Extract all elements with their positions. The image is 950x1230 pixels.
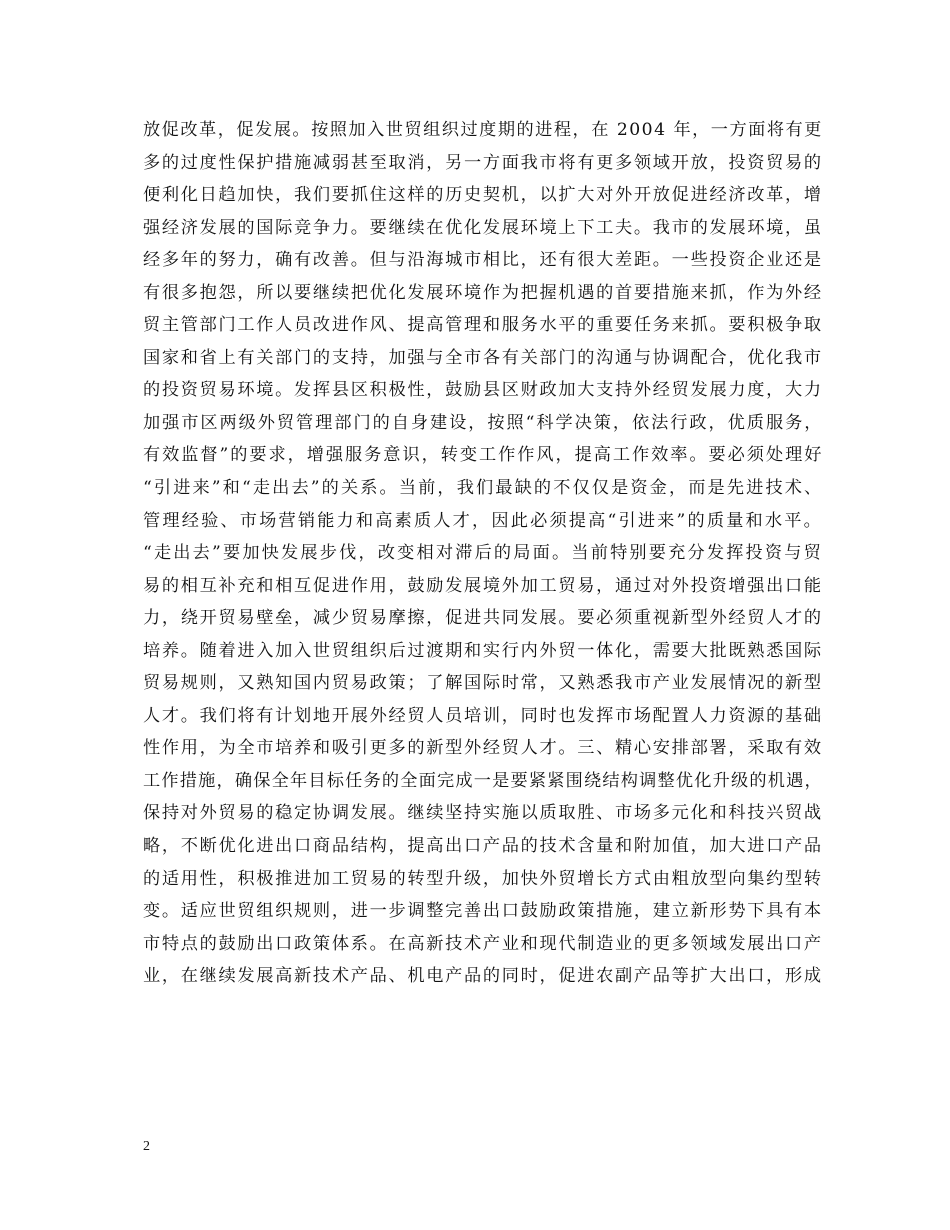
text-line: 易的相互补充和相互促进作用，鼓励发展境外加工贸易，通过对外投资增强出口能 — [143, 575, 823, 596]
page-number: 2 — [143, 1139, 150, 1154]
body-text — [143, 114, 823, 993]
text-line: 国家和省上有关部门的支持，加强与全市各有关部门的沟通与协调配合，优化我市 — [143, 347, 823, 368]
text-line: 多的过度性保护措施减弱甚至取消，另一方面我市将有更多领域开放，投资贸易的 — [143, 152, 823, 173]
text-line: 略，不断优化进出口商品结构，提高出口产品的技术含量和附加值，加大进口产品 — [143, 836, 823, 857]
text-line: 业，在继续发展高新技术产品、机电产品的同时，促进农副产品等扩大出口，形成 — [143, 966, 823, 987]
text-line: “走出去”要加快发展步伐，改变相对滞后的局面。当前特别要充分发挥投资与贸 — [143, 543, 823, 564]
text-line: 加强市区两级外贸管理部门的自身建设，按照“科学决策，依法行政，优质服务， — [143, 412, 824, 433]
text-line: 工作措施，确保全年目标任务的全面完成一是要紧紧围绕结构调整优化升级的机遇， — [143, 770, 823, 791]
text-line: 的适用性，积极推进加工贸易的转型升级，加快外贸增长方式由粗放型向集约型转 — [143, 868, 823, 889]
text-line: 经多年的努力，确有改善。但与沿海城市相比，还有很大差距。一些投资企业还是 — [143, 250, 823, 271]
text-line: 培养。随着进入加入世贸组织后过渡期和实行内外贸一体化，需要大批既熟悉国际 — [143, 640, 823, 661]
text-line: “引进来”和“走出去”的关系。当前，我们最缺的不仅仅是资金，而是先进技术、 — [143, 478, 824, 499]
text-line: 有效监督”的要求，增强服务意识，转变工作作风，提高工作效率。要必须处理好 — [143, 445, 824, 466]
text-line: 保持对外贸易的稳定协调发展。继续坚持实施以质取胜、市场多元化和科技兴贸战 — [143, 803, 823, 824]
text-line: 变。适应世贸组织规则，进一步调整完善出口鼓励政策措施，建立新形势下具有本 — [143, 901, 823, 922]
text-line: 性作用，为全市培养和吸引更多的新型外经贸人才。三、精心安排部署，采取有效 — [143, 738, 823, 759]
text-line: 的投资贸易环境。发挥县区积极性，鼓励县区财政加大支持外经贸发展力度，大力 — [143, 380, 823, 401]
text-line: 管理经验、市场营销能力和高素质人才，因此必须提高“引进来”的质量和水平。 — [143, 510, 823, 531]
text-line: 贸主管部门工作人员改进作风、提高管理和服务水平的重要任务来抓。要积极争取 — [143, 315, 823, 336]
text-line: 市特点的鼓励出口政策体系。在高新技术产业和现代制造业的更多领域发展出口产 — [143, 933, 823, 954]
text-line: 便利化日趋加快，我们要抓住这样的历史契机，以扩大对外开放促进经济改革，增 — [143, 185, 823, 206]
text-line: 强经济发展的国际竞争力。要继续在优化发展环境上下工夫。我市的发展环境，虽 — [143, 217, 823, 238]
text-line: 有很多抱怨，所以要继续把优化发展环境作为把握机遇的首要措施来抓，作为外经 — [143, 282, 823, 303]
text-line: 放促改革，促发展。按照加入世贸组织过度期的进程，在 2004 年，一方面将有更 — [143, 120, 823, 140]
text-line: 力，绕开贸易壁垒，减少贸易摩擦，促进共同发展。要必须重视新型外经贸人才的 — [143, 608, 823, 629]
text-line: 贸易规则，又熟知国内贸易政策；了解国际时常，又熟悉我市产业发展情况的新型 — [143, 673, 823, 694]
text-line: 人才。我们将有计划地开展外经贸人员培训，同时也发挥市场配置人力资源的基础 — [143, 705, 823, 726]
